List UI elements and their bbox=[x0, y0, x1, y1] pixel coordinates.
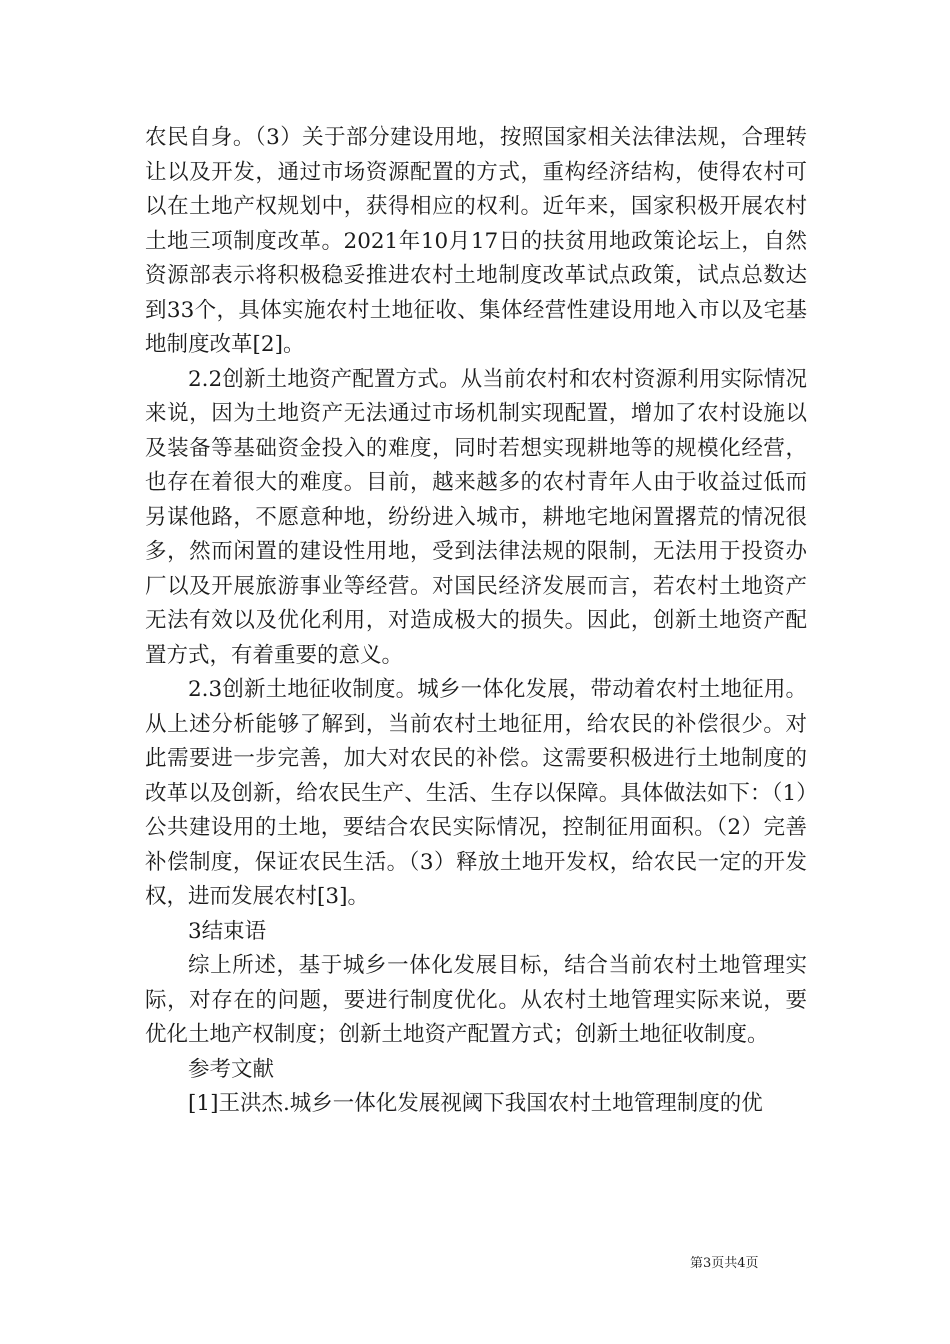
page-footer: 第3页共4页 bbox=[690, 1256, 759, 1271]
section-heading-conclusion: 3结束语 bbox=[188, 918, 267, 944]
paragraph-conclusion: 综上所述，基于城乡一体化发展目标，结合当前农村土地管理实际，对存在的问题，要进行制度优化。从农村土地管理实际来说，要优化土地产权制度；创新土地资产配置方式；创新土地征收制度。 bbox=[145, 953, 807, 1047]
paragraph-section-2-2: 2.2创新土地资产配置方式。从当前农村和农村资源利用实际情况来说，因为土地资产无法通过市场机制实现配置，增加了农村设施以及装备等基础资金投入的难度，同时若想实现耕地等的规模化经营，也存在着很大的难度。目前，越来越多的农村青年人由于收益过低而另谋他路，不愿意种地，纷纷进入城市，耕地宅地闲置撂荒的情况很多，然而闲置的建设性用地，受到法律法规的限制，无法用于投资办厂以及开展旅游事业等经营。对国民经济发展而言，若农村土地资产无法有效以及优化利用，对造成极大的损失。因此，创新土地资产配置方式，有着重要的意义。 bbox=[145, 366, 807, 668]
body-text bbox=[145, 121, 807, 1122]
reference-item-1: [1]王洪杰.城乡一体化发展视阈下我国农村土地管理制度的优 bbox=[188, 1091, 763, 1116]
paragraph-continuation: 农民自身。（3）关于部分建设用地，按照国家相关法律法规，合理转让以及开发，通过市场资源配置的方式，重构经济结构，使得农村可以在土地产权规划中，获得相应的权利。近年来，国家积极开展农村土地三项制度改革。2021年10月17日的扶贫用地政策论坛上，自然资源部表示将积极稳妥推进农村土地制度改革试点政策，试点总数达到33个，具体实施农村土地征收、集体经营性建设用地入市以及宅基地制度改革[2]。 bbox=[145, 125, 807, 357]
references-heading: 参考文献 bbox=[188, 1056, 275, 1082]
paragraph-section-2-3: 2.3创新土地征收制度。城乡一体化发展，带动着农村土地征用。从上述分析能够了解到，当前农村土地征用，给农民的补偿很少。对此需要进一步完善，加大对农民的补偿。这需要积极进行土地制度的改革以及创新，给农民生产、生活、生存以保障。具体做法如下：（1）公共建设用的土地，要结合农民实际情况，控制征用面积。（2）完善补偿制度，保证农民生活。（3）释放土地开发权，给农民一定的开发权，进而发展农村[3]。 bbox=[145, 677, 807, 909]
